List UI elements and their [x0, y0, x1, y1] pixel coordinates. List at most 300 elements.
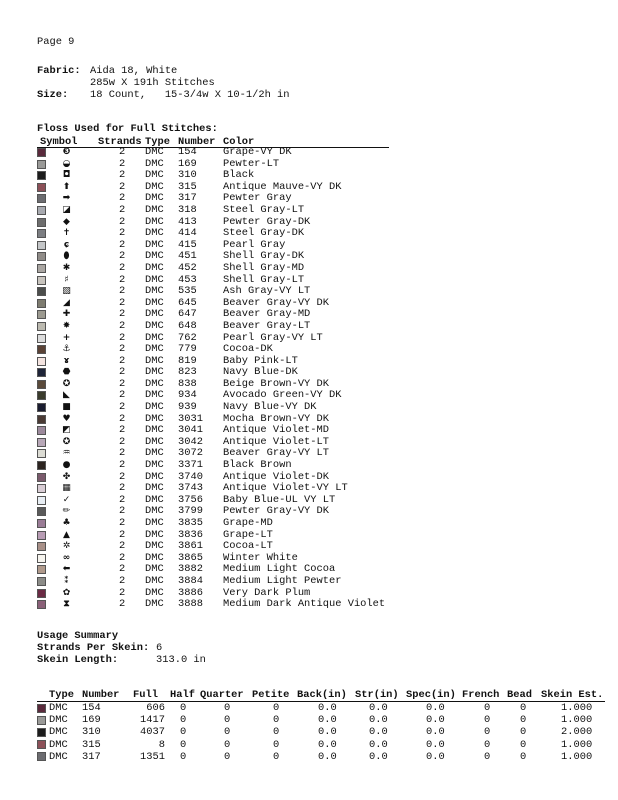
stitch-symbol-icon: ◘	[62, 170, 71, 181]
color-swatch	[37, 565, 46, 574]
floss-row	[37, 564, 397, 576]
floss-strands: 2	[119, 482, 126, 495]
floss-row	[37, 576, 397, 588]
usage-half: 0	[180, 750, 187, 763]
color-swatch	[37, 264, 46, 273]
stitch-symbol-icon: ◩	[62, 425, 71, 436]
floss-strands: 2	[119, 447, 126, 460]
floss-strands: 2	[119, 331, 126, 344]
floss-color-name: Grape-MD	[223, 517, 273, 529]
floss-color-name: Pearl Gray	[223, 238, 286, 251]
floss-number: 3740	[178, 470, 203, 483]
floss-strands: 2	[119, 354, 126, 367]
floss-color-name: Pewter Gray	[223, 192, 292, 205]
ucol-type: Type	[49, 689, 74, 701]
floss-strands: 2	[119, 366, 126, 379]
usage-row	[37, 714, 605, 726]
fabric-label: Fabric:	[37, 65, 81, 77]
usage-row	[37, 739, 605, 751]
floss-number: 413	[178, 215, 197, 228]
color-swatch	[37, 252, 46, 261]
floss-type: DMC	[145, 285, 164, 298]
usage-type: DMC	[49, 702, 68, 714]
floss-type: DMC	[145, 308, 164, 321]
floss-strands: 2	[119, 551, 126, 564]
color-swatch	[37, 380, 46, 389]
floss-strands: 2	[119, 273, 126, 286]
size-label: Size:	[37, 89, 69, 101]
floss-strands: 2	[119, 238, 126, 251]
color-swatch	[37, 496, 46, 505]
usage-str: 0.0	[369, 726, 388, 739]
usage-full: 4037	[140, 726, 165, 739]
floss-color-name: Beaver Gray-VY LT	[223, 447, 330, 460]
floss-strands: 2	[119, 389, 126, 402]
floss-strands: 2	[119, 319, 126, 332]
color-swatch	[37, 461, 46, 470]
usage-skein: 1.000	[561, 750, 593, 763]
floss-type: DMC	[145, 261, 164, 274]
usage-half: 0	[180, 702, 187, 714]
floss-strands: 2	[119, 308, 126, 321]
floss-row	[37, 275, 397, 287]
usage-row	[37, 751, 605, 763]
floss-strands: 2	[119, 250, 126, 263]
floss-color-name: Medium Light Pewter	[223, 574, 342, 587]
floss-strands: 2	[119, 180, 126, 193]
usage-petite: 0	[273, 738, 280, 751]
usage-table	[37, 689, 605, 763]
color-swatch	[37, 600, 46, 609]
floss-row	[37, 390, 397, 402]
skein-length-label: Skein Length:	[37, 654, 119, 666]
color-swatch	[37, 276, 46, 285]
floss-number: 414	[178, 227, 197, 240]
floss-row	[37, 356, 397, 368]
floss-row	[37, 321, 397, 333]
floss-type: DMC	[145, 169, 164, 182]
stitch-symbol-icon: ⬅	[62, 564, 71, 575]
floss-number: 3756	[178, 493, 203, 506]
floss-number: 823	[178, 366, 197, 379]
floss-strands: 2	[119, 540, 126, 553]
fabric-value: Aida 18, White	[90, 65, 178, 77]
usage-back: 0.0	[318, 714, 337, 727]
usage-spec: 0.0	[426, 738, 445, 751]
floss-number: 648	[178, 319, 197, 332]
floss-row	[37, 228, 397, 240]
floss-color-name: Navy Blue-VY DK	[223, 401, 317, 414]
floss-row	[37, 298, 397, 310]
ucol-spec: Spec(in)	[406, 689, 456, 701]
floss-type: DMC	[145, 250, 164, 263]
floss-row	[37, 530, 397, 542]
floss-number: 3882	[178, 563, 203, 576]
floss-strands: 2	[119, 285, 126, 298]
floss-color-name: Shell Gray-LT	[223, 273, 305, 286]
color-swatch	[37, 241, 46, 250]
floss-color-name: Very Dark Plum	[223, 586, 311, 599]
floss-row	[37, 402, 397, 414]
usage-skein: 1.000	[561, 714, 593, 727]
floss-strands: 2	[119, 215, 126, 228]
floss-number: 535	[178, 285, 197, 298]
color-swatch	[37, 415, 46, 424]
floss-type: DMC	[145, 146, 164, 158]
stitch-symbol-icon: ■	[62, 402, 71, 413]
usage-quarter: 0	[224, 702, 231, 714]
floss-strands: 2	[119, 598, 126, 611]
stitch-symbol-icon: ⚓	[62, 344, 71, 355]
floss-strands: 2	[119, 459, 126, 472]
floss-row	[37, 414, 397, 426]
floss-strands: 2	[119, 517, 126, 529]
floss-number: 3835	[178, 517, 203, 529]
floss-strands: 2	[119, 203, 126, 216]
floss-type: DMC	[145, 528, 164, 541]
floss-strands: 2	[119, 157, 126, 170]
floss-color-name: Antique Violet-VY LT	[223, 482, 348, 495]
floss-color-name: Mocha Brown-VY DK	[223, 412, 330, 425]
usage-number: 315	[82, 738, 101, 751]
floss-type: DMC	[145, 540, 164, 553]
color-swatch	[37, 507, 46, 516]
ucol-skein: Skein Est.	[541, 689, 604, 701]
ucol-french: French	[462, 689, 500, 701]
usage-quarter: 0	[224, 726, 231, 739]
stitch-symbol-icon: ⧗	[63, 599, 70, 610]
floss-color-name: Pearl Gray-VY LT	[223, 331, 323, 344]
floss-number: 762	[178, 331, 197, 344]
usage-number: 169	[82, 714, 101, 727]
floss-row	[37, 344, 397, 356]
floss-color-name: Shell Gray-MD	[223, 261, 305, 274]
stitch-symbol-icon: ✓	[62, 494, 71, 505]
floss-strands: 2	[119, 377, 126, 390]
floss-strands: 2	[119, 435, 126, 448]
stitch-symbol-icon: ɕ	[63, 239, 70, 250]
floss-number: 3072	[178, 447, 203, 460]
floss-type: DMC	[145, 354, 164, 367]
ucol-petite: Petite	[252, 689, 290, 701]
floss-color-name: Navy Blue-DK	[223, 366, 298, 379]
floss-color-name: Beaver Gray-MD	[223, 308, 311, 321]
color-swatch	[37, 287, 46, 296]
color-swatch	[37, 368, 46, 377]
color-swatch	[37, 171, 46, 180]
floss-number: 451	[178, 250, 197, 263]
floss-number: 315	[178, 180, 197, 193]
stitch-symbol-icon: ♥	[62, 413, 71, 424]
floss-strands: 2	[119, 146, 126, 158]
color-swatch	[37, 473, 46, 482]
floss-type: DMC	[145, 192, 164, 205]
usage-full: 1417	[140, 714, 165, 727]
usage-spec: 0.0	[426, 714, 445, 727]
color-swatch	[37, 728, 46, 737]
color-swatch	[37, 542, 46, 551]
floss-number: 3836	[178, 528, 203, 541]
floss-table	[37, 147, 397, 611]
floss-strands: 2	[119, 470, 126, 483]
color-swatch	[37, 310, 46, 319]
floss-type: DMC	[145, 401, 164, 414]
usage-french: 0	[484, 714, 491, 727]
floss-type: DMC	[145, 366, 164, 379]
stitch-symbol-icon: ⬆	[62, 181, 71, 192]
floss-strands: 2	[119, 261, 126, 274]
stitch-symbol-icon: ✝	[62, 228, 71, 239]
floss-type: DMC	[145, 574, 164, 587]
floss-number: 3031	[178, 412, 203, 425]
floss-number: 3743	[178, 482, 203, 495]
stitch-symbol-icon: +	[62, 332, 71, 343]
usage-table-body	[37, 702, 605, 763]
usage-str: 0.0	[369, 702, 388, 714]
floss-type: DMC	[145, 447, 164, 460]
color-swatch	[37, 183, 46, 192]
strands-per-skein-label: Strands Per Skein:	[37, 642, 150, 654]
col-symbol: Symbol	[40, 136, 78, 148]
color-swatch	[37, 322, 46, 331]
floss-number: 939	[178, 401, 197, 414]
floss-type: DMC	[145, 424, 164, 437]
floss-color-name: Cocoa-LT	[223, 540, 273, 553]
usage-back: 0.0	[318, 750, 337, 763]
color-swatch	[37, 716, 46, 725]
usage-french: 0	[484, 702, 491, 714]
usage-skein: 2.000	[561, 726, 593, 739]
color-swatch	[37, 194, 46, 203]
usage-str: 0.0	[369, 738, 388, 751]
usage-spec: 0.0	[426, 750, 445, 763]
usage-french: 0	[484, 738, 491, 751]
stitch-symbol-icon: ♒	[62, 448, 71, 459]
stitch-symbol-icon: ⁑	[64, 575, 69, 586]
color-swatch	[37, 206, 46, 215]
stitch-symbol-icon: ✪	[62, 436, 71, 447]
floss-color-name: Antique Violet-MD	[223, 424, 330, 437]
floss-number: 934	[178, 389, 197, 402]
usage-full: 1351	[140, 750, 165, 763]
floss-row	[37, 448, 397, 460]
floss-color-name: Avocado Green-VY DK	[223, 389, 342, 402]
strands-per-skein-value: 6	[156, 642, 163, 654]
floss-number: 3042	[178, 435, 203, 448]
col-strands: Strands	[98, 136, 142, 148]
floss-type: DMC	[145, 377, 164, 390]
color-swatch	[37, 403, 46, 412]
floss-color-name: Antique Mauve-VY DK	[223, 180, 342, 193]
usage-back: 0.0	[318, 738, 337, 751]
floss-number: 3865	[178, 551, 203, 564]
floss-color-name: Steel Gray-LT	[223, 203, 305, 216]
color-swatch	[37, 438, 46, 447]
usage-french: 0	[484, 750, 491, 763]
floss-number: 3861	[178, 540, 203, 553]
usage-type: DMC	[49, 726, 68, 739]
stitch-symbol-icon: ✪	[62, 378, 71, 389]
floss-strands: 2	[119, 586, 126, 599]
floss-number: 3888	[178, 598, 203, 611]
color-swatch	[37, 752, 46, 761]
floss-title: Floss Used for Full Stitches:	[37, 123, 218, 135]
floss-color-name: Pewter-LT	[223, 157, 280, 170]
floss-type: DMC	[145, 470, 164, 483]
ucol-str: Str(in)	[355, 689, 399, 701]
color-swatch	[37, 391, 46, 400]
stitch-symbol-icon: ◣	[63, 390, 70, 401]
stitch-symbol-icon: ✱	[62, 262, 71, 273]
floss-row	[37, 460, 397, 472]
floss-type: DMC	[145, 435, 164, 448]
usage-french: 0	[484, 726, 491, 739]
usage-quarter: 0	[224, 750, 231, 763]
floss-number: 310	[178, 169, 197, 182]
col-type: Type	[145, 136, 170, 148]
stitch-symbol-icon: ✸	[62, 320, 71, 331]
ucol-bead: Bead	[507, 689, 532, 701]
ucol-number: Number	[82, 689, 120, 701]
color-swatch	[37, 704, 46, 713]
floss-strands: 2	[119, 192, 126, 205]
floss-number: 3884	[178, 574, 203, 587]
usage-row	[37, 702, 605, 714]
usage-full: 606	[146, 702, 165, 714]
usage-spec: 0.0	[426, 726, 445, 739]
stitch-symbol-icon: ✿	[62, 587, 71, 598]
floss-type: DMC	[145, 482, 164, 495]
floss-type: DMC	[145, 273, 164, 286]
floss-type: DMC	[145, 586, 164, 599]
floss-strands: 2	[119, 424, 126, 437]
floss-strands: 2	[119, 343, 126, 356]
usage-back: 0.0	[318, 726, 337, 739]
floss-color-name: Antique Violet-DK	[223, 470, 330, 483]
stitch-symbol-icon: ✤	[62, 471, 71, 482]
floss-number: 169	[178, 157, 197, 170]
floss-color-name: Beige Brown-VY DK	[223, 377, 330, 390]
skein-length-value: 313.0 in	[156, 654, 206, 666]
usage-type: DMC	[49, 714, 68, 727]
stitch-symbol-icon: ▦	[62, 483, 71, 494]
floss-number: 819	[178, 354, 197, 367]
fabric-stitches: 285w X 191h Stitches	[90, 77, 215, 89]
floss-type: DMC	[145, 563, 164, 576]
floss-color-name: Medium Dark Antique Violet	[223, 598, 386, 611]
floss-type: DMC	[145, 319, 164, 332]
floss-type: DMC	[145, 227, 164, 240]
floss-row	[37, 437, 397, 449]
floss-color-name: Winter White	[223, 551, 298, 564]
floss-row	[37, 147, 397, 159]
usage-spec: 0.0	[426, 702, 445, 714]
usage-back: 0.0	[318, 702, 337, 714]
floss-type: DMC	[145, 157, 164, 170]
floss-row	[37, 495, 397, 507]
usage-petite: 0	[273, 702, 280, 714]
stitch-symbol-icon: ∞	[62, 552, 71, 563]
floss-row	[37, 193, 397, 205]
floss-number: 452	[178, 261, 197, 274]
floss-row	[37, 379, 397, 391]
color-swatch	[37, 554, 46, 563]
floss-color-name: Medium Light Cocoa	[223, 563, 336, 576]
usage-type: DMC	[49, 738, 68, 751]
usage-bead: 0	[520, 702, 527, 714]
usage-skein: 1.000	[561, 738, 593, 751]
floss-color-name: Pewter Gray-VY DK	[223, 505, 330, 518]
stitch-symbol-icon: ✲	[62, 541, 71, 552]
floss-row	[37, 367, 397, 379]
usage-full: 8	[158, 738, 165, 751]
floss-number: 3799	[178, 505, 203, 518]
usage-quarter: 0	[224, 738, 231, 751]
floss-row	[37, 286, 397, 298]
floss-type: DMC	[145, 598, 164, 611]
stitch-symbol-icon: ◆	[63, 216, 70, 227]
floss-color-name: Pewter Gray-DK	[223, 215, 311, 228]
usage-half: 0	[180, 726, 187, 739]
floss-color-name: Black Brown	[223, 459, 292, 472]
usage-quarter: 0	[224, 714, 231, 727]
color-swatch	[37, 334, 46, 343]
stitch-symbol-icon: ◒	[62, 158, 71, 169]
usage-petite: 0	[273, 726, 280, 739]
usage-skein: 1.000	[561, 702, 593, 714]
stitch-symbol-icon: ⬣	[62, 367, 71, 378]
floss-type: DMC	[145, 343, 164, 356]
floss-color-name: Grape-VY DK	[223, 146, 292, 158]
floss-strands: 2	[119, 563, 126, 576]
page-number: Page 9	[37, 36, 75, 48]
floss-number: 415	[178, 238, 197, 251]
floss-number: 3886	[178, 586, 203, 599]
usage-number: 310	[82, 726, 101, 739]
usage-number: 154	[82, 702, 101, 714]
col-color: Color	[223, 136, 255, 148]
floss-row	[37, 240, 397, 252]
stitch-symbol-icon: ♣	[62, 518, 71, 528]
stitch-symbol-icon: ⬮	[63, 251, 70, 262]
color-swatch	[37, 426, 46, 435]
stitch-symbol-icon: ▲	[63, 529, 70, 540]
floss-strands: 2	[119, 493, 126, 506]
floss-type: DMC	[145, 389, 164, 402]
stitch-symbol-icon: ▧	[62, 286, 71, 297]
floss-type: DMC	[145, 238, 164, 251]
color-swatch	[37, 740, 46, 749]
color-swatch	[37, 160, 46, 169]
usage-str: 0.0	[369, 750, 388, 763]
usage-half: 0	[180, 714, 187, 727]
stitch-symbol-icon: ✏	[62, 506, 71, 517]
stitch-symbol-icon: ❸	[62, 147, 71, 157]
floss-number: 3041	[178, 424, 203, 437]
floss-row	[37, 333, 397, 345]
floss-strands: 2	[119, 227, 126, 240]
floss-strands: 2	[119, 412, 126, 425]
floss-row	[37, 518, 397, 530]
floss-number: 318	[178, 203, 197, 216]
floss-row	[37, 506, 397, 518]
floss-row	[37, 541, 397, 553]
floss-strands: 2	[119, 401, 126, 414]
ucol-half: Half	[170, 689, 195, 701]
floss-strands: 2	[119, 574, 126, 587]
color-swatch	[37, 148, 46, 157]
floss-number: 3371	[178, 459, 203, 472]
